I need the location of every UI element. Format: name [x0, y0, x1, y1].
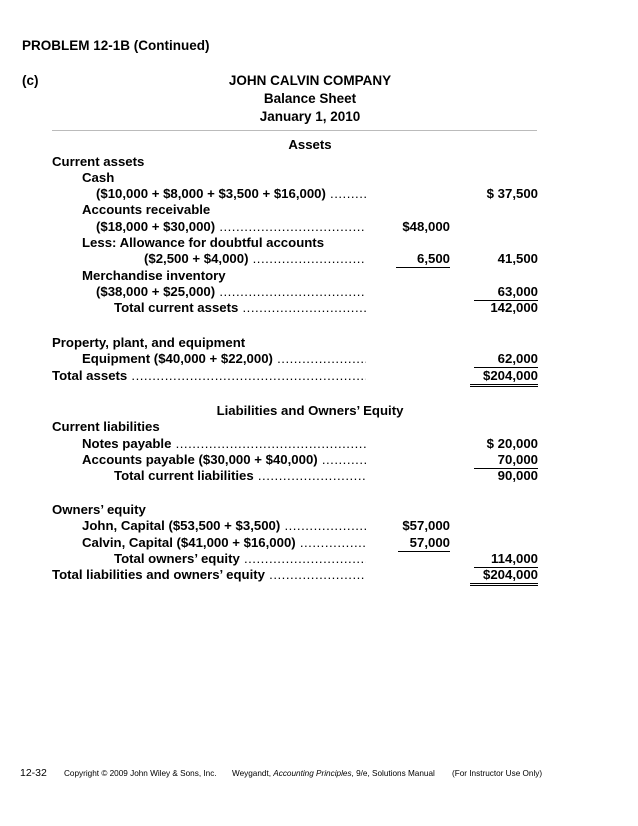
cash-detail: ($10,000 + $8,000 + $3,500 + $16,000) ..... [96, 186, 366, 202]
notes-payable-label: Notes payable ..... [82, 436, 366, 452]
ar-label: Accounts receivable [82, 202, 211, 217]
allowance-detail: ($2,500 + $4,000) ..... [144, 251, 366, 267]
net-ar-amount: 41,500 [497, 251, 538, 266]
owners-equity-heading: Owners’ equity [52, 502, 146, 517]
total-assets-label: Total assets ..... [52, 368, 366, 384]
header-rule [52, 130, 537, 131]
john-capital-amount: $57,000 [402, 518, 450, 533]
total-current-liabilities-label: Total current liabilities ..... [114, 468, 366, 484]
total-liabilities-equity-label: Total liabilities and owners’ equity ..... [52, 567, 366, 583]
statement-date: January 1, 2010 [259, 109, 361, 124]
john-capital-label: John, Capital ($53,500 + $3,500) ..... [82, 518, 366, 534]
ar-amount: $48,000 [402, 219, 450, 234]
liabilities-heading: Liabilities and Owners’ Equity [216, 403, 404, 418]
calvin-capital-amount: 57,000 [398, 535, 450, 552]
accounts-payable-label: Accounts payable ($30,000 + $40,000) ..... [82, 452, 366, 468]
total-assets-amount: $204,000 [470, 368, 538, 387]
ppe-heading: Property, plant, and equipment [52, 335, 246, 350]
total-current-liabilities-amount: 90,000 [497, 468, 538, 483]
footer-book-citation [232, 769, 435, 778]
inventory-detail: ($38,000 + $25,000) ..... [96, 284, 366, 300]
total-owners-equity-label: Total owners’ equity ..... [114, 551, 366, 567]
accounts-payable-amount: 70,000 [474, 452, 538, 469]
equipment-amount: 62,000 [474, 351, 538, 368]
allowance-amount: 6,500 [396, 251, 450, 268]
ar-detail: ($18,000 + $30,000) ..... [96, 219, 366, 235]
cash-amount: $ 37,500 [486, 186, 538, 201]
footer-author: Weygandt, [232, 769, 274, 778]
equipment-label: Equipment ($40,000 + $22,000) ..... [82, 351, 366, 367]
part-label: (c) [22, 73, 39, 88]
total-liabilities-equity-amount: $204,000 [470, 567, 538, 586]
cash-label: Cash [82, 170, 115, 185]
assets-heading: Assets [288, 137, 332, 152]
footer-note: (For Instructor Use Only) [452, 769, 543, 778]
footer-edition: , 9/e, Solutions Manual [351, 769, 435, 778]
current-assets-heading: Current assets [52, 154, 145, 169]
allowance-label: Less: Allowance for doubtful accounts [82, 235, 325, 250]
footer-copyright: Copyright © 2009 John Wiley & Sons, Inc. [64, 769, 217, 778]
problem-title: PROBLEM 12-1B (Continued) [22, 38, 210, 53]
statement-title: Balance Sheet [263, 91, 357, 106]
footer-book-title: Accounting Principles [273, 769, 352, 778]
total-current-assets-label: Total current assets ..... [114, 300, 366, 316]
inventory-amount: 63,000 [474, 284, 538, 301]
notes-payable-amount: $ 20,000 [486, 436, 538, 451]
company-name: JOHN CALVIN COMPANY [228, 73, 392, 88]
total-owners-equity-amount: 114,000 [474, 551, 538, 568]
current-liabilities-heading: Current liabilities [52, 419, 160, 434]
page-number: 12-32 [20, 767, 47, 779]
total-current-assets-amount: 142,000 [490, 300, 538, 315]
calvin-capital-label: Calvin, Capital ($41,000 + $16,000) ..... [82, 535, 366, 551]
inventory-label: Merchandise inventory [82, 268, 226, 283]
